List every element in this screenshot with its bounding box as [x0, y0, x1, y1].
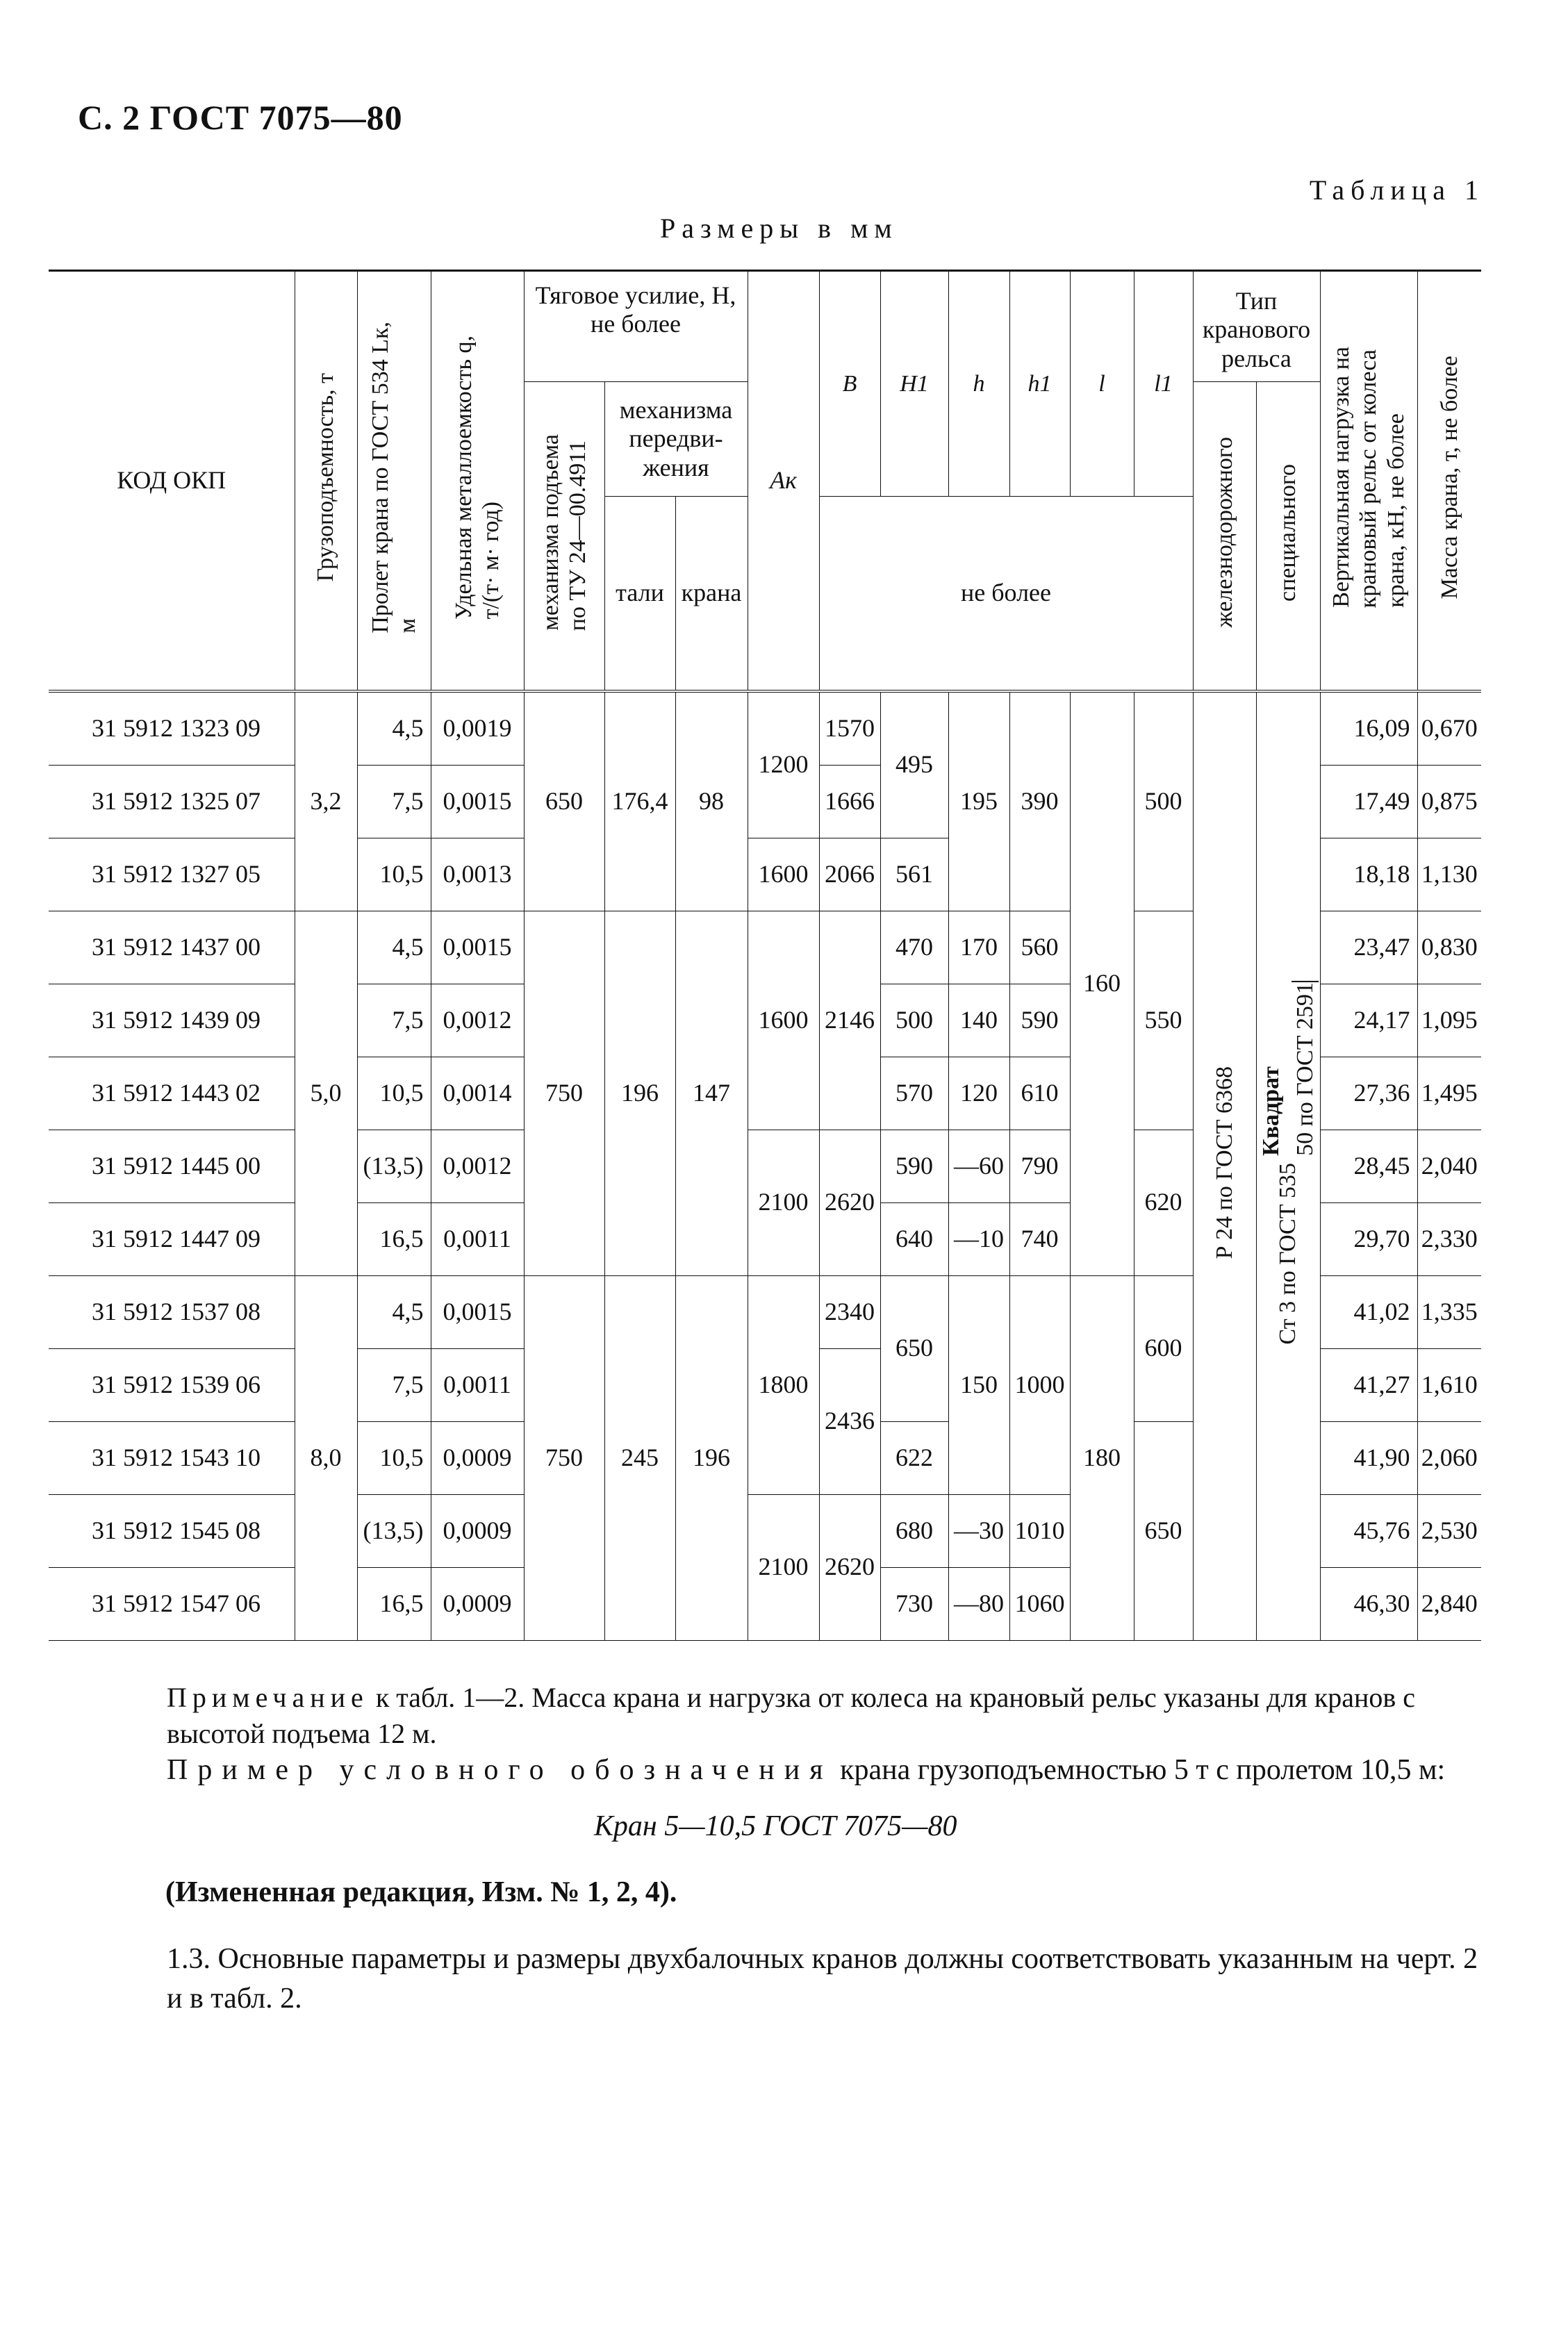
row-load: 18,18 [1320, 838, 1417, 911]
group-rail-railway: Р 24 по ГОСТ 6368 [1193, 691, 1256, 1641]
group-h1: 390 [1009, 691, 1070, 911]
group-l: 180 [1070, 1275, 1134, 1640]
row-load: 41,02 [1320, 1275, 1417, 1348]
row-mass: 2,060 [1417, 1421, 1481, 1494]
row-h1: 590 [1009, 984, 1070, 1057]
group-capacity: 3,2 [295, 691, 357, 911]
row-h: —30 [948, 1494, 1009, 1567]
group-h: 150 [948, 1275, 1009, 1494]
row-mass: 2,040 [1417, 1130, 1481, 1202]
group-l1: 550 [1134, 911, 1193, 1130]
row-h: —10 [948, 1202, 1009, 1275]
table-units: Размеры в мм [660, 213, 898, 244]
row-code: 31 5912 1443 02 [49, 1057, 295, 1130]
row-code: 31 5912 1537 08 [49, 1275, 295, 1348]
row-load: 41,27 [1320, 1348, 1417, 1421]
row-h1: 1010 [1009, 1494, 1070, 1567]
group-h: 195 [948, 691, 1009, 911]
header-rail-type: Тип кранового рельса [1193, 271, 1320, 382]
row-load: 23,47 [1320, 911, 1417, 984]
group-ak: 1200 [748, 691, 819, 838]
header-load: Вертикальная нагрузка накрановый рельс от колесакрана, кН, не более [1320, 271, 1417, 691]
row-load: 46,30 [1320, 1567, 1417, 1640]
group-b: 2146 [819, 911, 880, 1130]
row-span: 16,5 [357, 1202, 431, 1275]
row-mass: 1,610 [1417, 1348, 1481, 1421]
group-crane: 196 [675, 1275, 748, 1640]
group-ak: 2100 [748, 1494, 819, 1640]
row-code: 31 5912 1539 06 [49, 1348, 295, 1421]
row-b: 2066 [819, 838, 880, 911]
row-span: 4,5 [357, 1275, 431, 1348]
group-b: 2620 [819, 1130, 880, 1275]
group-lift: 750 [524, 1275, 604, 1640]
row-code: 31 5912 1323 09 [49, 691, 295, 766]
row-b: 2340 [819, 1275, 880, 1348]
row-metal: 0,0019 [431, 691, 524, 766]
group-ak: 1600 [748, 911, 819, 1130]
group-ak: 2100 [748, 1130, 819, 1275]
row-h: 140 [948, 984, 1009, 1057]
row-h: 170 [948, 911, 1009, 984]
row-b: 1666 [819, 765, 880, 838]
group-lift: 650 [524, 691, 604, 911]
row-metal: 0,0011 [431, 1202, 524, 1275]
row-h1-cap: 590 [880, 1130, 948, 1202]
row-mass: 1,495 [1417, 1057, 1481, 1130]
header-b: B [819, 271, 880, 497]
header-mass: Масса крана, т, не более [1417, 271, 1481, 691]
row-code: 31 5912 1545 08 [49, 1494, 295, 1567]
group-l: 160 [1070, 691, 1134, 1276]
row-metal: 0,0015 [431, 911, 524, 984]
header-l1: l1 [1134, 271, 1193, 497]
page-header: С. 2 ГОСТ 7075—80 [78, 98, 403, 137]
header-span: Пролет крана по ГОСТ 534 Lк,м [357, 271, 431, 691]
parameters-table [49, 270, 1481, 1641]
row-metal: 0,0015 [431, 1275, 524, 1348]
row-span: 7,5 [357, 765, 431, 838]
group-hoist: 196 [604, 911, 675, 1275]
header-l: l [1070, 271, 1134, 497]
group-lift: 750 [524, 911, 604, 1275]
group-crane: 98 [675, 691, 748, 911]
row-code: 31 5912 1327 05 [49, 838, 295, 911]
row-metal: 0,0014 [431, 1057, 524, 1130]
row-code: 31 5912 1447 09 [49, 1202, 295, 1275]
row-metal: 0,0009 [431, 1567, 524, 1640]
row-metal: 0,0015 [431, 765, 524, 838]
row-mass: 2,840 [1417, 1567, 1481, 1640]
row-h1: 560 [1009, 911, 1070, 984]
group-ak: 1800 [748, 1275, 819, 1494]
group-capacity: 5,0 [295, 911, 357, 1275]
row-metal: 0,0011 [431, 1348, 524, 1421]
row-code: 31 5912 1547 06 [49, 1567, 295, 1640]
header-h1-cap: H1 [880, 271, 948, 497]
table-number: Таблица 1 [1309, 174, 1485, 206]
group-ak: 1600 [748, 838, 819, 911]
row-metal: 0,0012 [431, 984, 524, 1057]
row-h1-cap: 730 [880, 1567, 948, 1640]
row-load: 27,36 [1320, 1057, 1417, 1130]
row-span: 10,5 [357, 838, 431, 911]
header-traction: Тяговое усилие, Н, не более [524, 271, 748, 382]
row-code: 31 5912 1437 00 [49, 911, 295, 984]
row-span: (13,5) [357, 1130, 431, 1202]
group-h1-cap: 650 [880, 1275, 948, 1421]
paragraph-1-3: 1.3. Основные параметры и размеры двухбалочных кранов должны соответствовать указанным на черт. 2 и в табл. 2. [167, 1943, 1478, 2015]
row-code: 31 5912 1439 09 [49, 984, 295, 1057]
row-h1: 740 [1009, 1202, 1070, 1275]
row-code: 31 5912 1543 10 [49, 1421, 295, 1494]
row-metal: 0,0009 [431, 1421, 524, 1494]
row-span: 7,5 [357, 1348, 431, 1421]
row-h: —60 [948, 1130, 1009, 1202]
row-load: 16,09 [1320, 691, 1417, 766]
row-mass: 1,095 [1417, 984, 1481, 1057]
row-span: 7,5 [357, 984, 431, 1057]
row-h1-cap: 680 [880, 1494, 948, 1567]
row-span: 10,5 [357, 1057, 431, 1130]
header-metal: Удельная металлоемкость q,т/(т· м· год) [431, 271, 524, 691]
group-h1: 1000 [1009, 1275, 1070, 1494]
row-span: (13,5) [357, 1494, 431, 1567]
row-b: 1570 [819, 691, 880, 766]
group-h1-cap: 495 [880, 691, 948, 838]
row-code: 31 5912 1445 00 [49, 1130, 295, 1202]
designation-example: Пример условного обозначения крана грузоподъемностью 5 т с пролетом 10,5 м: [167, 1754, 1446, 1786]
row-h1-cap: 561 [880, 838, 948, 911]
header-h: h [948, 271, 1009, 497]
row-h1-cap: 570 [880, 1057, 948, 1130]
changes-note: (Измененная редакция, Изм. № 1, 2, 4). [165, 1876, 677, 1908]
group-crane: 147 [675, 911, 748, 1275]
header-lift: механизма подъемапо ТУ 24—00.4911 [524, 382, 604, 691]
header-capacity: Грузоподъемность, т [295, 271, 357, 691]
header-travel: механизма передви- жения [604, 382, 748, 497]
group-b: 2620 [819, 1494, 880, 1640]
group-rail-special: Квадрат 50 по ГОСТ 2591 Ст 3 по ГОСТ 535 [1256, 691, 1320, 1641]
header-code: КОД ОКП [49, 271, 295, 691]
row-metal: 0,0013 [431, 838, 524, 911]
row-mass: 2,530 [1417, 1494, 1481, 1567]
row-load: 41,90 [1320, 1421, 1417, 1494]
group-b: 2436 [819, 1348, 880, 1494]
row-load: 45,76 [1320, 1494, 1417, 1567]
row-load: 28,45 [1320, 1130, 1417, 1202]
row-mass: 0,830 [1417, 911, 1481, 984]
header-hoist: тали [604, 497, 675, 691]
row-h1: 610 [1009, 1057, 1070, 1130]
group-l1: 500 [1134, 691, 1193, 911]
header-special: специального [1256, 382, 1320, 691]
row-load: 17,49 [1320, 765, 1417, 838]
row-mass: 2,330 [1417, 1202, 1481, 1275]
header-not-more: не более [819, 497, 1193, 691]
group-hoist: 245 [604, 1275, 675, 1640]
table-note: Примечание к табл. 1—2. Масса крана и нагрузка от колеса на крановый рельс указаны для кранов с высотой подъема 12 м. [167, 1682, 1416, 1749]
group-l1: 600 [1134, 1275, 1193, 1421]
header-h1: h1 [1009, 271, 1070, 497]
row-mass: 0,670 [1417, 691, 1481, 766]
group-hoist: 176,4 [604, 691, 675, 911]
row-metal: 0,0009 [431, 1494, 524, 1567]
designation-value: Кран 5—10,5 ГОСТ 7075—80 [594, 1810, 957, 1842]
group-l1: 620 [1134, 1130, 1193, 1275]
row-span: 4,5 [357, 911, 431, 984]
header-ak: Aк [748, 271, 819, 691]
group-l1: 650 [1134, 1421, 1193, 1640]
row-h: —80 [948, 1567, 1009, 1640]
row-h: 120 [948, 1057, 1009, 1130]
row-h1-cap: 470 [880, 911, 948, 984]
group-capacity: 8,0 [295, 1275, 357, 1640]
row-span: 10,5 [357, 1421, 431, 1494]
row-mass: 1,130 [1417, 838, 1481, 911]
row-mass: 0,875 [1417, 765, 1481, 838]
row-h1: 790 [1009, 1130, 1070, 1202]
row-h1-cap: 622 [880, 1421, 948, 1494]
row-span: 4,5 [357, 691, 431, 766]
header-railway: железнодорожного [1193, 382, 1256, 691]
row-load: 29,70 [1320, 1202, 1417, 1275]
row-load: 24,17 [1320, 984, 1417, 1057]
row-metal: 0,0012 [431, 1130, 524, 1202]
row-mass: 1,335 [1417, 1275, 1481, 1348]
row-code: 31 5912 1325 07 [49, 765, 295, 838]
row-h1: 1060 [1009, 1567, 1070, 1640]
row-h1-cap: 500 [880, 984, 948, 1057]
header-crane: крана [675, 497, 748, 691]
row-span: 16,5 [357, 1567, 431, 1640]
row-h1-cap: 640 [880, 1202, 948, 1275]
